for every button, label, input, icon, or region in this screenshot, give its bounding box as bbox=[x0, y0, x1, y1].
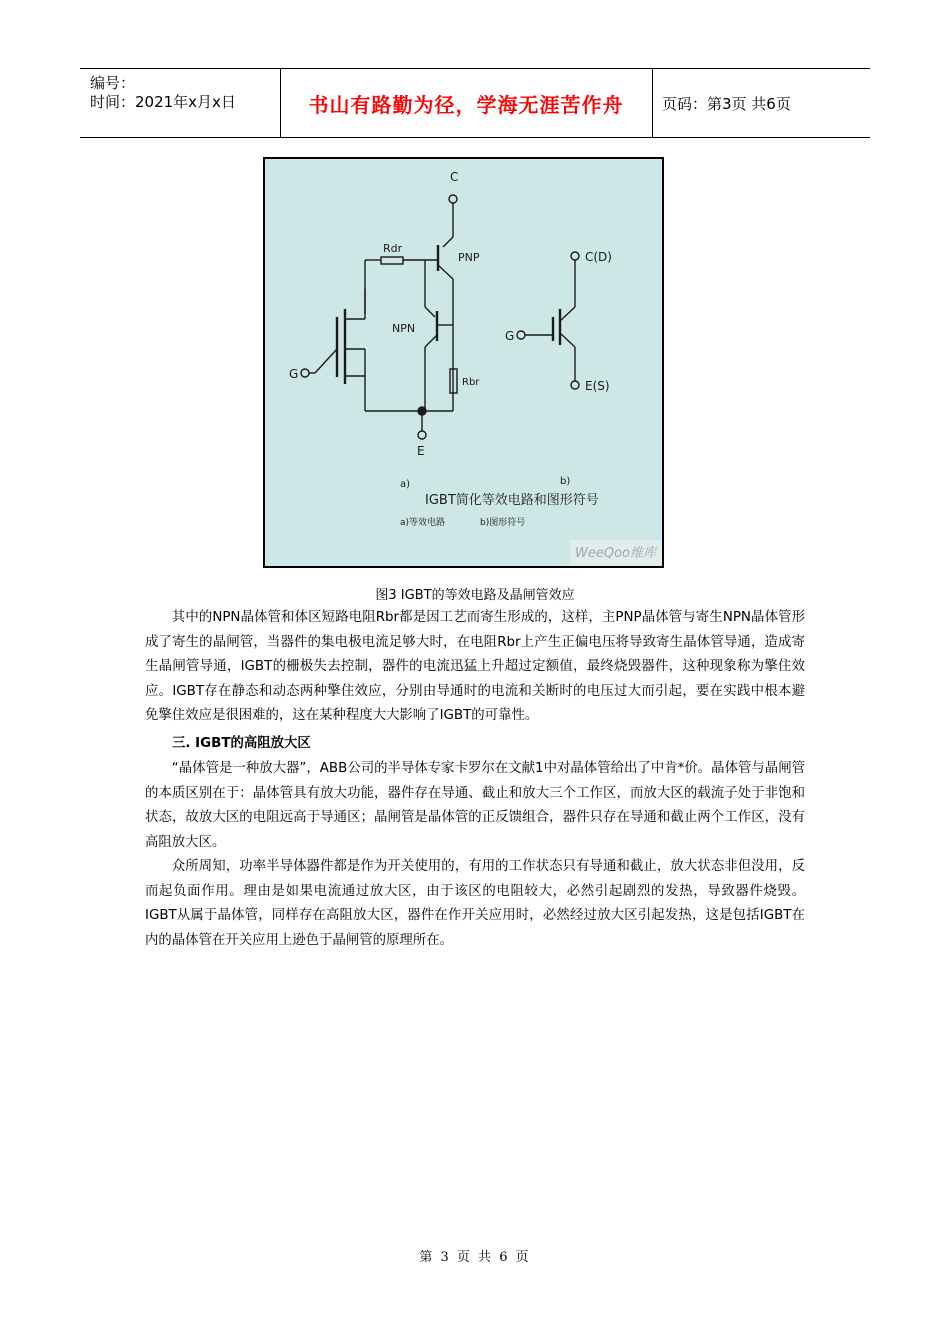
label-npn: NPN bbox=[392, 322, 416, 335]
figure-title: IGBT简化等效电路和图形符号 bbox=[425, 493, 599, 508]
paragraph-3-text: 众所周知，功率半导体器件都是作为开关使用的，有用的工作状态只有导通和截止，放大状态非但没用，反而起负面作用。理由是如果电流通过放大区，由于该区的电阻较大，必然引起剧烈的发热，导致器件烧毁。IGBT从属于晶体管，同样存在高阻放大区，器件在作开关应用时，必然经过放大区引起发热，这是包括IGBT在内的晶体管在开关应用上逊色于晶闸管的原理所在。 bbox=[145, 859, 805, 948]
terminal-c bbox=[449, 195, 457, 203]
terminal-g-right bbox=[517, 331, 525, 339]
page-footer: 第 3 页 共 6 页 bbox=[419, 1250, 531, 1265]
watermark: WeeQoo维库 bbox=[575, 546, 656, 561]
igbt-circuit-figure bbox=[263, 157, 664, 568]
label-rdr: Rdr bbox=[383, 242, 403, 255]
label-g-left: G bbox=[289, 367, 299, 381]
paragraph-switching bbox=[145, 855, 805, 953]
terminal-g-left bbox=[301, 369, 309, 377]
page-header bbox=[80, 68, 870, 138]
paragraph-1-text: 其中的NPN晶体管和体区短路电阻Rbr都是因工艺而寄生形成的，这样，主PNP晶体管与寄生NPN晶体管形成了寄生的晶闸管，当器件的集电极电流足够大时，在电阻Rbr上产生正偏电压将导致寄生晶体管导通，造成寄生晶闸管导通，IGBT的栅极失去控制，器件的电流迅猛上升超过定额值，最终烧毁器件，这种现象称为擎住效应。IGBT存在静态和动态两种擎住效应，分别由导通时的电流和关断时的电压过大而引起，要在实践中根本避免擎住效应是很困难的，这在某种程度大大影响了IGBT的可靠性。 bbox=[145, 610, 805, 723]
pnp-collector-lead bbox=[438, 265, 453, 279]
header-left-cell bbox=[80, 69, 281, 137]
terminal-e-s bbox=[571, 381, 579, 389]
header-motto-cell bbox=[280, 69, 653, 137]
npn-emitter-lead bbox=[425, 335, 437, 347]
section-heading: 三. IGBT的高阻放大区 bbox=[172, 736, 311, 751]
igbt-symbol bbox=[505, 250, 612, 393]
circuit-diagram bbox=[265, 159, 662, 566]
pnp-emitter-lead bbox=[443, 237, 453, 247]
symbol-collector-lead bbox=[560, 307, 575, 321]
label-g-right: G bbox=[505, 329, 515, 343]
header-page-cell bbox=[652, 69, 870, 137]
label-part-a: a) bbox=[400, 479, 411, 490]
terminal-c-d bbox=[571, 252, 579, 260]
paragraph-2-text: “晶体管是一种放大器”，ABB公司的半导体专家卡罗尔在文献1中对晶体管给出了中肯*价。晶体管与晶闸管的本质区别在于：晶体管具有放大功能，器件存在导通、截止和放大三个工作区，而放大区的载流子处于非饱和状态，故放大区的电阻远高于导通区；晶闸管是晶体管的正反馈组合，器件只存在导通和截止两个工作区，没有高阻放大区。 bbox=[145, 761, 805, 850]
label-part-b: b) bbox=[560, 476, 571, 487]
time-label: 时间：2021年x月x日 bbox=[90, 93, 236, 111]
label-c-d: C(D) bbox=[585, 250, 612, 264]
number-label: 编号： bbox=[90, 74, 136, 92]
equivalent-circuit bbox=[289, 170, 480, 458]
label-rbr: Rbr bbox=[462, 377, 480, 388]
motto-text: 书山有路勤为径，学海无涯苦作舟 bbox=[308, 92, 624, 117]
terminal-e bbox=[418, 431, 426, 439]
figure-caption: 图3 IGBT的等效电路及晶闸管效应 bbox=[375, 588, 575, 603]
npn-collector-lead bbox=[425, 307, 435, 317]
paragraph-amplifier bbox=[145, 757, 805, 855]
resistor-rdr bbox=[381, 257, 403, 264]
paragraph-latch-effect bbox=[145, 606, 805, 729]
label-e-bottom: E bbox=[417, 444, 425, 458]
symbol-emitter-lead bbox=[560, 333, 575, 347]
label-c-top: C bbox=[450, 170, 459, 184]
label-e-s: E(S) bbox=[585, 379, 610, 393]
figure-subtitle-b: b)图形符号 bbox=[480, 518, 526, 528]
label-pnp: PNP bbox=[458, 251, 480, 264]
figure-subtitle-a: a)等效电路 bbox=[400, 518, 446, 528]
page-info: 页码：第3页 共6页 bbox=[662, 94, 791, 113]
gate-lead bbox=[315, 349, 337, 373]
